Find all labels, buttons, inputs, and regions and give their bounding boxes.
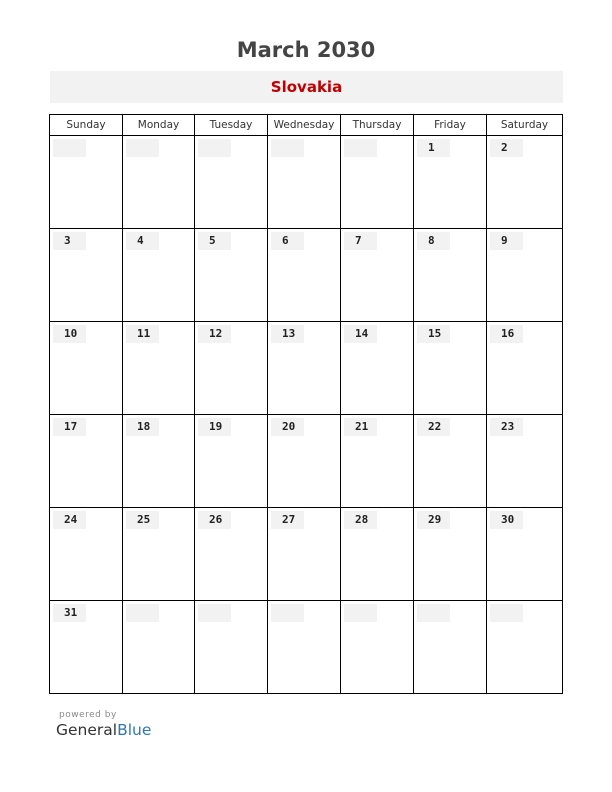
- day-cell: [341, 136, 414, 229]
- date-number: 20: [271, 418, 304, 436]
- weekday-header: Sunday: [50, 115, 123, 136]
- day-cell: [268, 601, 341, 694]
- calendar-title: March 2030: [236, 38, 376, 62]
- day-cell: [414, 415, 487, 508]
- date-number: 29: [417, 511, 450, 529]
- day-cell: [195, 229, 268, 322]
- date-number: 19: [198, 418, 231, 436]
- day-cell: [487, 508, 563, 601]
- day-cell: [195, 508, 268, 601]
- weekday-header-row: [50, 115, 563, 136]
- date-number: 16: [490, 325, 523, 343]
- week-row: [50, 415, 563, 508]
- date-number: 9: [490, 232, 523, 250]
- date-number: 4: [126, 232, 159, 250]
- day-cell: [50, 322, 123, 415]
- date-number: [490, 604, 523, 622]
- date-number: 11: [126, 325, 159, 343]
- weekday-header: Tuesday: [195, 115, 268, 136]
- date-number: 1: [417, 139, 450, 157]
- date-number: 26: [198, 511, 231, 529]
- day-cell: [341, 601, 414, 694]
- day-cell: [268, 136, 341, 229]
- date-number: [417, 604, 450, 622]
- date-number: [344, 604, 377, 622]
- day-cell: [487, 229, 563, 322]
- brand-name-blue: Blue: [117, 721, 152, 739]
- week-row: [50, 229, 563, 322]
- week-row: [50, 601, 563, 694]
- country-banner: [50, 71, 563, 103]
- brand-logo: [56, 721, 151, 739]
- country-name: Slovakia: [270, 78, 343, 96]
- day-cell: [50, 601, 123, 694]
- date-number: 8: [417, 232, 450, 250]
- week-row: [50, 322, 563, 415]
- date-number: 28: [344, 511, 377, 529]
- date-number: [126, 604, 159, 622]
- date-number: 5: [198, 232, 231, 250]
- date-number: 14: [344, 325, 377, 343]
- date-number: [344, 139, 377, 157]
- day-cell: [195, 322, 268, 415]
- date-number: 18: [126, 418, 159, 436]
- day-cell: [123, 229, 195, 322]
- date-number: [271, 139, 304, 157]
- date-number: 21: [344, 418, 377, 436]
- day-cell: [50, 136, 123, 229]
- day-cell: [487, 601, 563, 694]
- day-cell: [414, 322, 487, 415]
- day-cell: [123, 136, 195, 229]
- date-number: 12: [198, 325, 231, 343]
- date-number: 22: [417, 418, 450, 436]
- day-cell: [414, 136, 487, 229]
- date-number: 30: [490, 511, 523, 529]
- weekday-header: Wednesday: [268, 115, 341, 136]
- day-cell: [50, 415, 123, 508]
- date-number: 31: [53, 604, 86, 622]
- date-number: [126, 139, 159, 157]
- weekday-header: Saturday: [487, 115, 563, 136]
- day-cell: [123, 508, 195, 601]
- date-number: 2: [490, 139, 523, 157]
- day-cell: [487, 322, 563, 415]
- day-cell: [268, 322, 341, 415]
- footer-branding: [56, 710, 151, 739]
- day-cell: [50, 508, 123, 601]
- date-number: [198, 139, 231, 157]
- day-cell: [341, 229, 414, 322]
- date-number: 17: [53, 418, 86, 436]
- day-cell: [414, 508, 487, 601]
- date-number: 6: [271, 232, 304, 250]
- day-cell: [341, 322, 414, 415]
- day-cell: [123, 322, 195, 415]
- day-cell: [414, 601, 487, 694]
- date-number: 23: [490, 418, 523, 436]
- date-number: 3: [53, 232, 86, 250]
- day-cell: [195, 415, 268, 508]
- weekday-header: Thursday: [341, 115, 414, 136]
- day-cell: [487, 136, 563, 229]
- day-cell: [123, 601, 195, 694]
- weekday-header: Monday: [123, 115, 195, 136]
- date-number: 24: [53, 511, 86, 529]
- brand-name-general: General: [56, 721, 118, 739]
- date-number: 10: [53, 325, 86, 343]
- date-number: [271, 604, 304, 622]
- day-cell: [195, 136, 268, 229]
- day-cell: [268, 229, 341, 322]
- calendar-grid: [49, 114, 563, 694]
- date-number: 13: [271, 325, 304, 343]
- day-cell: [487, 415, 563, 508]
- date-number: 7: [344, 232, 377, 250]
- day-cell: [268, 508, 341, 601]
- week-row: [50, 136, 563, 229]
- day-cell: [123, 415, 195, 508]
- date-number: 15: [417, 325, 450, 343]
- date-number: 27: [271, 511, 304, 529]
- date-number: [198, 604, 231, 622]
- day-cell: [268, 415, 341, 508]
- day-cell: [50, 229, 123, 322]
- day-cell: [414, 229, 487, 322]
- day-cell: [195, 601, 268, 694]
- date-number: [53, 139, 86, 157]
- powered-by-text: powered by: [59, 710, 117, 720]
- day-cell: [341, 508, 414, 601]
- week-row: [50, 508, 563, 601]
- date-number: 25: [126, 511, 159, 529]
- weekday-header: Friday: [414, 115, 487, 136]
- day-cell: [341, 415, 414, 508]
